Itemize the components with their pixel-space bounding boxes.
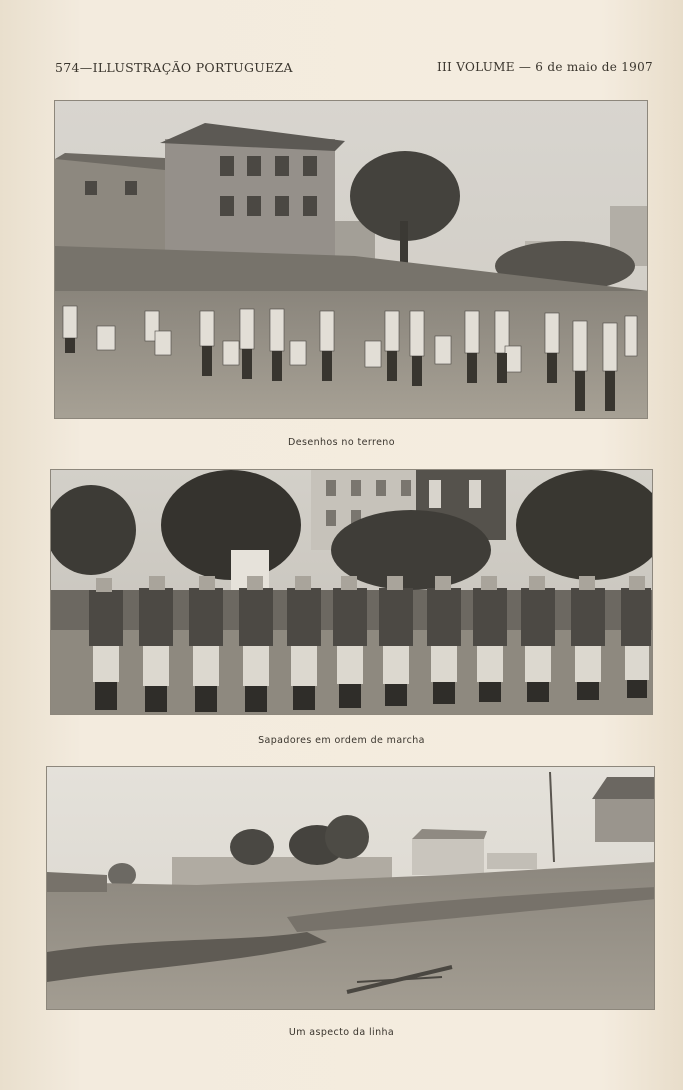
page-number: 574 bbox=[55, 60, 80, 75]
photo-soldiers-marching-order bbox=[50, 469, 653, 715]
photo-caption-2: Sapadores em ordem de marcha bbox=[258, 735, 425, 746]
photo-soldiers-digging bbox=[54, 100, 648, 419]
header-left: 574—ILLUSTRAÇÃO PORTUGUEZA bbox=[55, 60, 293, 75]
photo-trench-line bbox=[46, 766, 655, 1010]
photo-caption-1: Desenhos no terreno bbox=[288, 437, 395, 448]
publication-title: ILLUSTRAÇÃO PORTUGUEZA bbox=[92, 60, 293, 75]
issue-date: 6 de maio de 1907 bbox=[535, 60, 653, 74]
volume-label: III VOLUME bbox=[436, 60, 515, 74]
photo-caption-3: Um aspecto da linha bbox=[288, 1027, 395, 1038]
header-right: III VOLUME — 6 de maio de 1907 bbox=[436, 60, 653, 74]
page-header bbox=[55, 60, 653, 80]
